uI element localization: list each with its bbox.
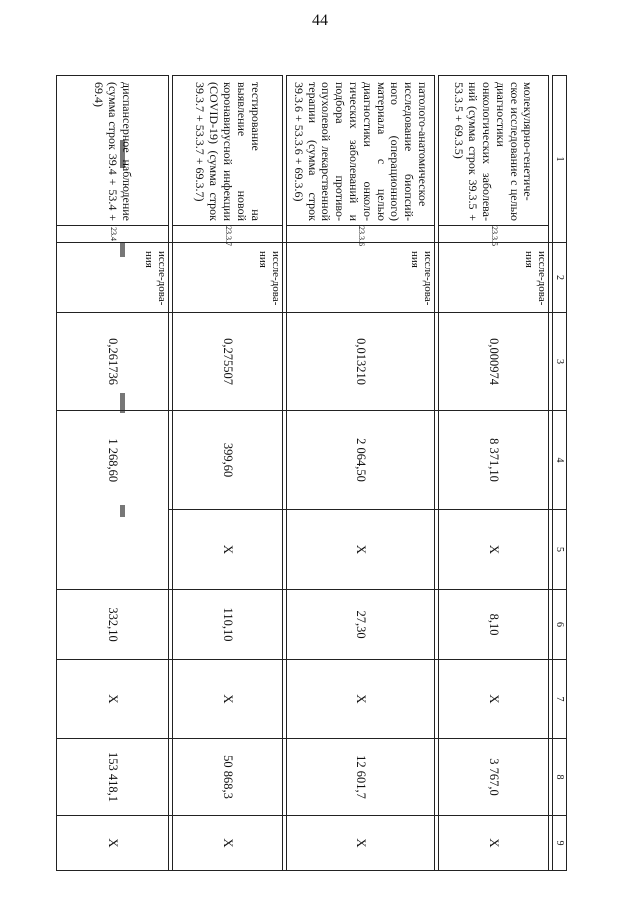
row-description: молекулярно-генетиче-ское исследование с целью диагностики онкологических заболева-ний (сумма строк 39.3.5 + 53.3.5 + 69.3.5) — [439, 76, 549, 226]
table-row — [439, 76, 549, 871]
column-number: 3 — [553, 313, 567, 411]
column-number: 8 — [553, 739, 567, 816]
cell-c9: X — [173, 816, 283, 871]
cell-c7: X — [439, 660, 549, 739]
row-code: 23.3.5 — [439, 226, 549, 243]
cell-c9: X — [439, 816, 549, 871]
cell-c8: 3 767,0 — [439, 739, 549, 816]
column-number: 9 — [553, 816, 567, 871]
cell-c8: 50 868,3 — [173, 739, 283, 816]
cell-c7: X — [287, 660, 435, 739]
row-description: диспансерное наблюдение (сумма строк 39.4 + 53.4 + 69.4) — [57, 76, 169, 226]
column-number-row — [553, 76, 567, 871]
table-row — [287, 76, 435, 871]
row-code: 23.4 — [57, 226, 169, 243]
table-row — [57, 76, 169, 871]
column-number: 1 — [553, 76, 567, 243]
cell-c3: 0,261736 — [57, 313, 169, 411]
row-unit: иссле-дова-ния — [173, 243, 283, 313]
cell-c5: X — [439, 510, 549, 590]
column-number: 7 — [553, 660, 567, 739]
row-code: 23.3.7 — [173, 226, 283, 243]
row-unit: иссле-дова-ния — [287, 243, 435, 313]
row-unit: иссле-дова-ния — [57, 243, 169, 313]
cell-c4: 8 371,10 — [439, 411, 549, 510]
cell-c3: 0,000974 — [439, 313, 549, 411]
cell-c8: 153 418,1 — [57, 739, 169, 816]
cell-c5 — [57, 510, 169, 590]
cell-c9: X — [57, 816, 169, 871]
cell-c7: X — [173, 660, 283, 739]
cell-c5: X — [173, 510, 283, 590]
table-row — [173, 76, 283, 871]
cell-c4: 399,60 — [173, 411, 283, 510]
cell-c4: 2 064,50 — [287, 411, 435, 510]
cell-c3: 0,013210 — [287, 313, 435, 411]
row-code: 23.3.6 — [287, 226, 435, 243]
cell-c4: 1 268,60 — [57, 411, 169, 510]
cell-c6: 8,10 — [439, 590, 549, 660]
cell-c6: 332,10 — [57, 590, 169, 660]
data-table — [56, 75, 567, 871]
cell-c8: 12 601,7 — [287, 739, 435, 816]
row-description: тестирование на выявление новой коронавирусной инфекции (COVID-19) (сумма строк 39.3.7 + 53.3.7 + 69.3.7) — [173, 76, 283, 226]
column-number: 6 — [553, 590, 567, 660]
column-number: 2 — [553, 243, 567, 313]
cell-c9: X — [287, 816, 435, 871]
column-number: 5 — [553, 510, 567, 590]
cell-c6: 27,30 — [287, 590, 435, 660]
rotated-table-wrapper — [92, 75, 567, 870]
page-number: 44 — [312, 12, 328, 29]
cell-c3: 0,275507 — [173, 313, 283, 411]
cell-c5: X — [287, 510, 435, 590]
row-description: патолого-анатомическое исследование биопсий-ного (операционного) материала с целью диагностики онколо-гических заболеваний и подбора противо-опухолевой лекарственной терапии (сумма строк 39.3.6 + 53.3.6 + 69.3.6) — [287, 76, 435, 226]
row-unit: иссле-дова-ния — [439, 243, 549, 313]
column-number: 4 — [553, 411, 567, 510]
cell-c7: X — [57, 660, 169, 739]
cell-c6: 110,10 — [173, 590, 283, 660]
